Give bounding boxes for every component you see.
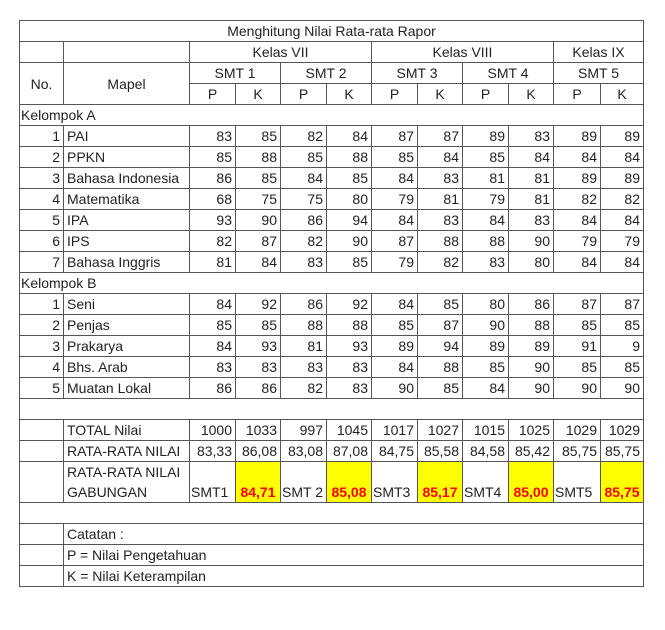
- table-title: Menghitung Nilai Rata-rata Rapor: [20, 21, 644, 42]
- class-header-viii: Kelas VIII: [372, 42, 554, 63]
- semester-header: SMT 1: [190, 63, 281, 84]
- combined-label-line1: RATA-RATA NILAI: [67, 464, 181, 480]
- combined-average-row: [20, 462, 644, 503]
- subject-name: Bahasa Inggris: [64, 252, 190, 273]
- pk-header: K: [418, 84, 463, 105]
- total-value: 1025: [509, 420, 554, 441]
- score-cell: 85: [327, 168, 372, 189]
- score-cell: 83: [509, 126, 554, 147]
- score-cell: 82: [601, 189, 644, 210]
- blank-cell: [20, 441, 64, 462]
- blank-cell: [20, 545, 64, 566]
- table-row: [20, 189, 644, 210]
- score-cell: 85: [601, 357, 644, 378]
- note-text: P = Nilai Pengetahuan: [64, 545, 644, 566]
- score-cell: 82: [281, 231, 327, 252]
- score-cell: 90: [509, 357, 554, 378]
- score-cell: 81: [418, 189, 463, 210]
- score-cell: 93: [327, 336, 372, 357]
- score-cell: 87: [554, 294, 601, 315]
- combined-average-label: [64, 462, 190, 503]
- blank-cell: [20, 524, 64, 545]
- score-cell: 88: [509, 315, 554, 336]
- score-cell: 89: [463, 126, 509, 147]
- combined-average-value: 85,08: [327, 462, 372, 503]
- score-cell: 90: [236, 210, 281, 231]
- score-cell: 85: [236, 168, 281, 189]
- pk-header: K: [509, 84, 554, 105]
- no-header: No.: [20, 63, 64, 105]
- row-number: 6: [20, 231, 64, 252]
- score-cell: 94: [418, 336, 463, 357]
- semester-tag: SMT4: [463, 462, 509, 503]
- score-cell: 84: [190, 294, 236, 315]
- score-cell: 88: [327, 315, 372, 336]
- score-cell: 87: [601, 294, 644, 315]
- table-row: [20, 357, 644, 378]
- table-row: [20, 378, 644, 399]
- score-cell: 85: [554, 315, 601, 336]
- pk-header: P: [190, 84, 236, 105]
- row-number: 3: [20, 336, 64, 357]
- total-value: 1027: [418, 420, 463, 441]
- note-text: Catatan :: [64, 524, 644, 545]
- total-value: 997: [281, 420, 327, 441]
- pk-header: P: [554, 84, 601, 105]
- row-number: 5: [20, 378, 64, 399]
- subject-name: PPKN: [64, 147, 190, 168]
- semester-tag: SMT5: [554, 462, 601, 503]
- average-value: 85,42: [509, 441, 554, 462]
- score-cell: 84: [190, 336, 236, 357]
- group-row: [20, 105, 644, 126]
- score-cell: 84: [601, 252, 644, 273]
- score-cell: 89: [509, 336, 554, 357]
- average-value: 86,08: [236, 441, 281, 462]
- score-cell: 86: [281, 210, 327, 231]
- row-number: 4: [20, 189, 64, 210]
- average-value: 83,33: [190, 441, 236, 462]
- score-cell: 84: [463, 378, 509, 399]
- score-cell: 82: [554, 189, 601, 210]
- group-label: Kelompok A: [20, 105, 644, 126]
- subject-name: Prakarya: [64, 336, 190, 357]
- score-cell: 80: [463, 294, 509, 315]
- score-cell: 84: [554, 210, 601, 231]
- score-cell: 88: [236, 147, 281, 168]
- subject-name: Penjas: [64, 315, 190, 336]
- subject-name: PAI: [64, 126, 190, 147]
- subject-name: Muatan Lokal: [64, 378, 190, 399]
- combined-average-value: 85,75: [601, 462, 644, 503]
- table-row: [20, 147, 644, 168]
- score-cell: 88: [327, 147, 372, 168]
- row-number: 2: [20, 315, 64, 336]
- score-cell: 86: [190, 378, 236, 399]
- score-cell: 87: [372, 231, 418, 252]
- average-label: RATA-RATA NILAI: [64, 441, 190, 462]
- score-cell: 84: [509, 147, 554, 168]
- semester-tag: SMT3: [372, 462, 418, 503]
- score-cell: 82: [418, 252, 463, 273]
- score-cell: 82: [190, 231, 236, 252]
- score-cell: 89: [554, 126, 601, 147]
- subject-name: Seni: [64, 294, 190, 315]
- combined-average-value: 85,17: [418, 462, 463, 503]
- score-cell: 90: [554, 378, 601, 399]
- score-cell: 79: [601, 231, 644, 252]
- total-value: 1017: [372, 420, 418, 441]
- table-row: [20, 210, 644, 231]
- pk-header: P: [463, 84, 509, 105]
- score-cell: 85: [418, 378, 463, 399]
- average-row: [20, 441, 644, 462]
- score-cell: 79: [554, 231, 601, 252]
- note-text: K = Nilai Keterampilan: [64, 566, 644, 587]
- average-value: 85,75: [601, 441, 644, 462]
- semester-header: SMT 2: [281, 63, 372, 84]
- score-cell: 93: [190, 210, 236, 231]
- score-cell: 81: [281, 336, 327, 357]
- total-value: 1029: [601, 420, 644, 441]
- score-cell: 85: [372, 315, 418, 336]
- average-value: 85,75: [554, 441, 601, 462]
- class-header-row: [20, 42, 644, 63]
- semester-header: SMT 4: [463, 63, 554, 84]
- score-cell: 92: [327, 294, 372, 315]
- table-row: [20, 252, 644, 273]
- blank-cell: [20, 420, 64, 441]
- score-cell: 79: [463, 189, 509, 210]
- score-cell: 85: [327, 252, 372, 273]
- spacer-row: [20, 503, 644, 524]
- score-cell: 79: [372, 252, 418, 273]
- score-cell: 89: [601, 168, 644, 189]
- table-row: [20, 126, 644, 147]
- score-cell: 86: [190, 168, 236, 189]
- table-row: [20, 231, 644, 252]
- score-cell: 88: [281, 315, 327, 336]
- average-value: 84,75: [372, 441, 418, 462]
- score-cell: 88: [463, 231, 509, 252]
- score-cell: 84: [372, 210, 418, 231]
- total-value: 1000: [190, 420, 236, 441]
- score-cell: 89: [554, 168, 601, 189]
- pk-header: K: [327, 84, 372, 105]
- row-number: 3: [20, 168, 64, 189]
- subject-name: Matematika: [64, 189, 190, 210]
- score-cell: 80: [327, 189, 372, 210]
- score-cell: 81: [190, 252, 236, 273]
- score-cell: 90: [509, 378, 554, 399]
- blank-cell: [20, 462, 64, 503]
- average-value: 84,58: [463, 441, 509, 462]
- spacer-row: [20, 399, 644, 420]
- pk-header: P: [372, 84, 418, 105]
- total-value: 1033: [236, 420, 281, 441]
- note-row: [20, 566, 644, 587]
- row-number: 1: [20, 126, 64, 147]
- score-cell: 85: [236, 315, 281, 336]
- score-cell: 87: [236, 231, 281, 252]
- table-row: [20, 168, 644, 189]
- score-cell: 86: [281, 294, 327, 315]
- score-cell: 86: [236, 378, 281, 399]
- score-cell: 83: [418, 210, 463, 231]
- score-cell: 90: [327, 231, 372, 252]
- score-cell: 92: [236, 294, 281, 315]
- subject-name: Bahasa Indonesia: [64, 168, 190, 189]
- score-cell: 75: [236, 189, 281, 210]
- blank-cell: [64, 42, 190, 63]
- score-cell: 84: [601, 147, 644, 168]
- total-row: [20, 420, 644, 441]
- score-cell: 80: [509, 252, 554, 273]
- title-row: [20, 21, 644, 42]
- score-cell: 83: [281, 252, 327, 273]
- score-cell: 90: [601, 378, 644, 399]
- note-row: [20, 524, 644, 545]
- semester-header-row: [20, 63, 644, 84]
- score-cell: 85: [281, 147, 327, 168]
- subject-name: IPA: [64, 210, 190, 231]
- average-value: 87,08: [327, 441, 372, 462]
- group-label: Kelompok B: [20, 273, 644, 294]
- score-cell: 82: [281, 378, 327, 399]
- score-cell: 83: [418, 168, 463, 189]
- score-cell: 84: [372, 294, 418, 315]
- combined-average-value: 84,71: [236, 462, 281, 503]
- score-cell: 75: [281, 189, 327, 210]
- blank-cell: [20, 42, 64, 63]
- score-cell: 94: [327, 210, 372, 231]
- score-cell: 90: [463, 315, 509, 336]
- semester-header: SMT 5: [554, 63, 644, 84]
- score-cell: 91: [554, 336, 601, 357]
- pk-header: P: [281, 84, 327, 105]
- semester-tag: SMT1: [190, 462, 236, 503]
- score-cell: 84: [236, 252, 281, 273]
- score-cell: 85: [236, 126, 281, 147]
- mapel-header: Mapel: [64, 63, 190, 105]
- score-cell: 84: [554, 252, 601, 273]
- score-cell: 89: [601, 126, 644, 147]
- total-value: 1045: [327, 420, 372, 441]
- score-cell: 84: [418, 147, 463, 168]
- score-cell: 84: [601, 210, 644, 231]
- score-cell: 83: [463, 252, 509, 273]
- table-row: [20, 294, 644, 315]
- score-cell: 81: [509, 189, 554, 210]
- average-value: 85,58: [418, 441, 463, 462]
- row-number: 7: [20, 252, 64, 273]
- blank-cell: [20, 566, 64, 587]
- score-cell: 84: [554, 147, 601, 168]
- score-cell: 83: [190, 126, 236, 147]
- score-cell: 85: [601, 315, 644, 336]
- row-number: 2: [20, 147, 64, 168]
- average-value: 83,08: [281, 441, 327, 462]
- total-value: 1015: [463, 420, 509, 441]
- semester-header: SMT 3: [372, 63, 463, 84]
- score-cell: 87: [418, 315, 463, 336]
- score-cell: 85: [554, 357, 601, 378]
- grade-table: [19, 20, 644, 587]
- score-cell: 83: [281, 357, 327, 378]
- pk-header: K: [601, 84, 644, 105]
- subject-name: Bhs. Arab: [64, 357, 190, 378]
- score-cell: 84: [372, 168, 418, 189]
- score-cell: 81: [509, 168, 554, 189]
- score-cell: 89: [463, 336, 509, 357]
- score-cell: 79: [372, 189, 418, 210]
- score-cell: 88: [418, 231, 463, 252]
- score-cell: 82: [281, 126, 327, 147]
- combined-average-value: 85,00: [509, 462, 554, 503]
- class-header-vii: Kelas VII: [190, 42, 372, 63]
- score-cell: 68: [190, 189, 236, 210]
- group-row: [20, 273, 644, 294]
- score-cell: 81: [463, 168, 509, 189]
- score-cell: 87: [372, 126, 418, 147]
- subject-name: IPS: [64, 231, 190, 252]
- score-cell: 85: [463, 357, 509, 378]
- score-cell: 85: [418, 294, 463, 315]
- score-cell: 84: [327, 126, 372, 147]
- score-cell: 84: [281, 168, 327, 189]
- table-row: [20, 315, 644, 336]
- total-value: 1029: [554, 420, 601, 441]
- score-cell: 84: [372, 357, 418, 378]
- blank-cell: [20, 503, 644, 524]
- score-cell: 93: [236, 336, 281, 357]
- class-header-ix: Kelas IX: [554, 42, 644, 63]
- score-cell: 83: [509, 210, 554, 231]
- combined-label-line2: GABUNGAN: [67, 484, 148, 500]
- score-cell: 89: [372, 336, 418, 357]
- score-cell: 83: [190, 357, 236, 378]
- row-number: 5: [20, 210, 64, 231]
- score-cell: 83: [327, 378, 372, 399]
- score-cell: 85: [190, 315, 236, 336]
- score-cell: 90: [509, 231, 554, 252]
- score-cell: 9: [601, 336, 644, 357]
- score-cell: 83: [327, 357, 372, 378]
- pk-header: K: [236, 84, 281, 105]
- row-number: 4: [20, 357, 64, 378]
- score-cell: 85: [463, 147, 509, 168]
- score-cell: 85: [372, 147, 418, 168]
- score-cell: 83: [236, 357, 281, 378]
- score-cell: 86: [509, 294, 554, 315]
- semester-tag: SMT 2: [281, 462, 327, 503]
- score-cell: 87: [418, 126, 463, 147]
- total-label: TOTAL Nilai: [64, 420, 190, 441]
- score-cell: 84: [463, 210, 509, 231]
- blank-cell: [20, 399, 644, 420]
- note-row: [20, 545, 644, 566]
- table-row: [20, 336, 644, 357]
- score-cell: 88: [418, 357, 463, 378]
- score-cell: 90: [372, 378, 418, 399]
- row-number: 1: [20, 294, 64, 315]
- score-cell: 85: [190, 147, 236, 168]
